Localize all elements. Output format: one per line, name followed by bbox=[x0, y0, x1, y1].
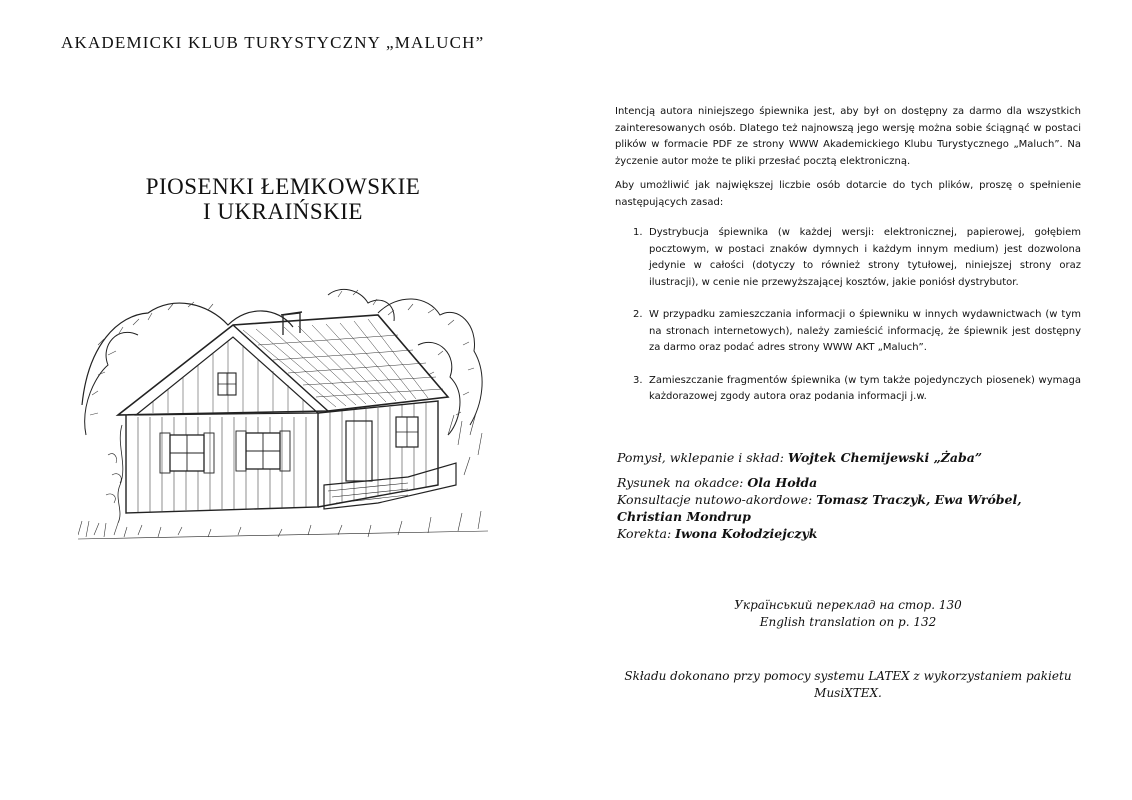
typeset-note: Składu dokonano przy pomocy systemu LATEX z wykorzystaniem pakietu MusiXTEX. bbox=[624, 669, 1072, 700]
rules-list bbox=[615, 225, 1081, 406]
list-item: 3. Zamieszczanie fragmentów śpiewnika (w tym także pojedynczych piosenek) wymaga każdorazowej zgody autora oraz podania informacji j.w. bbox=[633, 374, 1081, 402]
credit-consult-names: Tomasz Traczyk, Ewa Wróbel, Christian Mondrup bbox=[617, 492, 1022, 524]
house-sketch-icon bbox=[78, 285, 488, 543]
credit-cover: Rysunek na okadce: Ola Hołda bbox=[617, 475, 818, 490]
license-text bbox=[615, 104, 1081, 422]
list-item: 2. W przypadku zamieszczania informacji o śpiewniku w innych wydawnictwach (w tym na stronach internetowych), należy zamieścić informację, że śpiewnik jest dostępny za darmo oraz podać adres strony WWW AKT „Maluch”. bbox=[633, 309, 1081, 353]
credit-cover-name: Ola Hołda bbox=[747, 475, 818, 490]
credit-idea: Pomysł, wklepanie i skład: Wojtek Chemijewski „Żaba” bbox=[617, 450, 983, 465]
credit-proof: Korekta: Iwona Kołodziejczyk bbox=[617, 526, 818, 541]
credit-idea-name: Wojtek Chemijewski „Żaba” bbox=[787, 450, 983, 465]
translation-notes bbox=[615, 597, 1081, 631]
credits bbox=[617, 449, 1083, 542]
intro-paragraph: Intencją autora niniejszego śpiewnika jest, aby był on dostępny za darmo dla wszystkich zainteresowanych osób. Dlatego też najnowszą jego wersję można sobie ściągnąć w postaci plików w formacie PDF ze strony WWW Akademickiego Klubu Turystycznego „Maluch”. Na życzenie autor może te pliki przesłać pocztą elektroniczną. bbox=[615, 106, 1081, 167]
book-title bbox=[60, 174, 506, 224]
rules-intro: Aby umożliwić jak największej liczbie osób dotarcie do tych plików, proszę o spełnienie następujących zasad: bbox=[615, 180, 1081, 208]
title-line-2: I UKRAIŃSKIE bbox=[203, 199, 363, 224]
translation-ua: Український переклад на стор. 130 bbox=[734, 598, 962, 612]
credit-proof-name: Iwona Kołodziejczyk bbox=[675, 526, 818, 541]
title-line-1: PIOSENKI ŁEMKOWSKIE bbox=[145, 174, 421, 199]
credit-consult: Konsultacje nutowo-akordowe: Tomasz Traczyk, Ewa Wróbel, Christian Mondrup bbox=[617, 492, 1022, 524]
translation-en: English translation on p. 132 bbox=[759, 615, 937, 629]
club-name: AKADEMICKI KLUB TURYSTYCZNY „MALUCH” bbox=[61, 33, 485, 52]
list-item: 1. Dystrybucja śpiewnika (w każdej wersji: elektronicznej, papierowej, gołębiem pocztowym, w postaci znaków dymnych i każdym innym medium) jest dozwolona jedynie w całości (dotyczy to również strony tytułowej, niniejszej strony oraz ilustracji), w cenie nie przewyższającej kosztów, jakie poniósł dystrybutor. bbox=[633, 227, 1081, 288]
